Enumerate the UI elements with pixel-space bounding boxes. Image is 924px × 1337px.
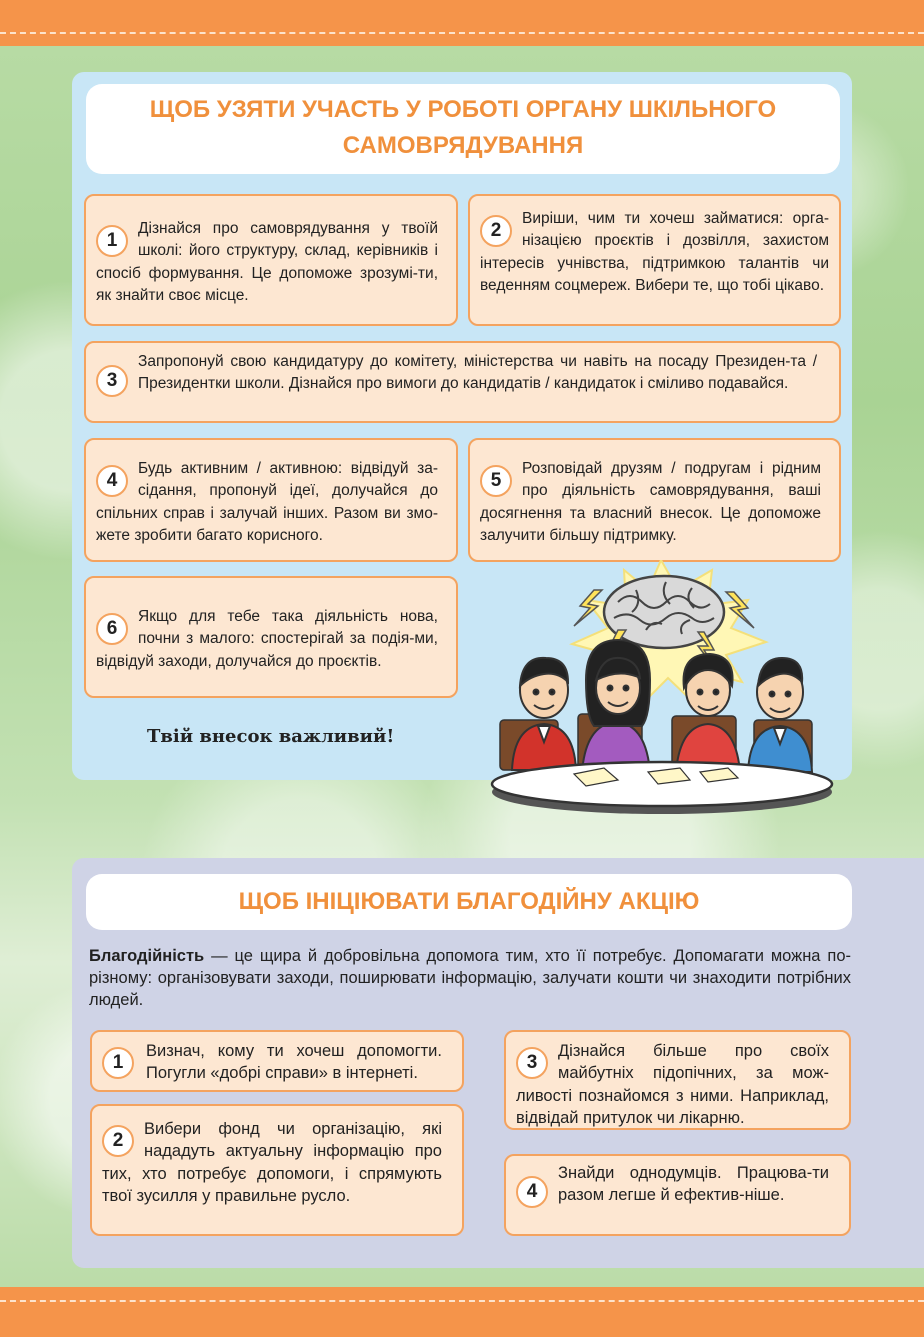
step-number: 1 xyxy=(96,225,128,257)
charity-term: Благодійність xyxy=(89,947,205,965)
charity-step-card-4 xyxy=(504,1154,851,1236)
step-card-5 xyxy=(468,438,841,562)
team-brainstorm-illustration xyxy=(486,560,838,816)
person-icon xyxy=(748,658,812,772)
step-number: 1 xyxy=(102,1047,134,1079)
step-number: 6 xyxy=(96,613,128,645)
person-icon xyxy=(582,640,650,772)
step-card-3 xyxy=(84,341,841,423)
step-card-4 xyxy=(84,438,458,562)
person-icon xyxy=(512,658,576,770)
step-text: Знайди однодумців. Працюва-ти разом легше й ефектив-ніше. xyxy=(558,1164,829,1205)
step-number: 2 xyxy=(102,1125,134,1157)
step-number: 2 xyxy=(480,215,512,247)
section2-title: ЩОБ ІНІЦІЮВАТИ БЛАГОДІЙНУ АКЦІЮ xyxy=(86,874,852,930)
charity-step-card-1 xyxy=(90,1030,464,1092)
step-card-6 xyxy=(84,576,458,698)
table-icon xyxy=(492,762,832,814)
bottom-orange-band xyxy=(0,1287,924,1337)
charity-definition xyxy=(89,945,851,1011)
slogan: Твій внесок важливий! xyxy=(147,726,395,747)
person-icon xyxy=(676,654,740,772)
step-text: Розповідай друзям / подругам і рідним про діяльність самоврядування, ваші досягнення та власний внесок. Це допоможе залучити більшу підтримку. xyxy=(480,460,821,545)
step-text: Якщо для тебе така діяльність нова, почни з малого: спостерігай за подія-ми, відвідуй заходи, долучайся до проєктів. xyxy=(96,608,438,670)
step-text: Виріши, чим ти хочеш займатися: орга-нізацією проєктів і дозвілля, захистом інтересів учнівства, підтримкою талантів чи веденням соцмереж. Вибери те, що тобі цікаво. xyxy=(480,210,829,295)
step-text: Дізнайся про самоврядування у твоїй школі: його структуру, склад, керівників і спосіб формування. Це допоможе зрозумі-ти, як знайти своє місце. xyxy=(96,220,438,305)
step-number: 4 xyxy=(96,465,128,497)
step-number: 3 xyxy=(96,365,128,397)
section1-title: ЩОБ УЗЯТИ УЧАСТЬ У РОБОТІ ОРГАНУ ШКІЛЬНОГО САМОВРЯДУВАННЯ xyxy=(86,84,840,174)
step-card-2 xyxy=(468,194,841,326)
step-text: Запропонуй свою кандидатуру до комітету, міністерства чи навіть на посаду Президен-та / Президентки школи. Дізнайся про вимоги до кандидатів / кандидаток і сміливо подавайся. xyxy=(138,353,817,393)
charity-step-card-2 xyxy=(90,1104,464,1236)
step-card-1 xyxy=(84,194,458,326)
charity-step-card-3 xyxy=(504,1030,851,1130)
step-text: Дізнайся більше про своїх майбутніх підопічних, за мож-ливості познайомся з ними. Наприклад, відвідай притулок чи лікарню. xyxy=(516,1042,829,1128)
step-number: 3 xyxy=(516,1047,548,1079)
step-text: Визнач, кому ти хочеш допомогти. Погугли «добрі справи» в інтернеті. xyxy=(146,1042,442,1083)
step-text: Вибери фонд чи організацію, які нададуть актуальну інформацію про тих, хто потребує допомоги, і спрямують твої зусилля у правильне русло. xyxy=(102,1120,442,1206)
top-orange-band xyxy=(0,0,924,46)
step-number: 5 xyxy=(480,465,512,497)
step-text: Будь активним / активною: відвідуй за-сідання, пропонуй ідеї, долучайся до спільних справ і залучай інших. Разом ви змо-жете зробити багато корисного. xyxy=(96,460,438,545)
charity-definition-text: — це щира й добровільна допомога тим, хто її потребує. Допомагати можна по-різному: організовувати заходи, поширювати інформацію, залучати кошти чи знаходити потрібних людей. xyxy=(89,947,851,1009)
step-number: 4 xyxy=(516,1176,548,1208)
